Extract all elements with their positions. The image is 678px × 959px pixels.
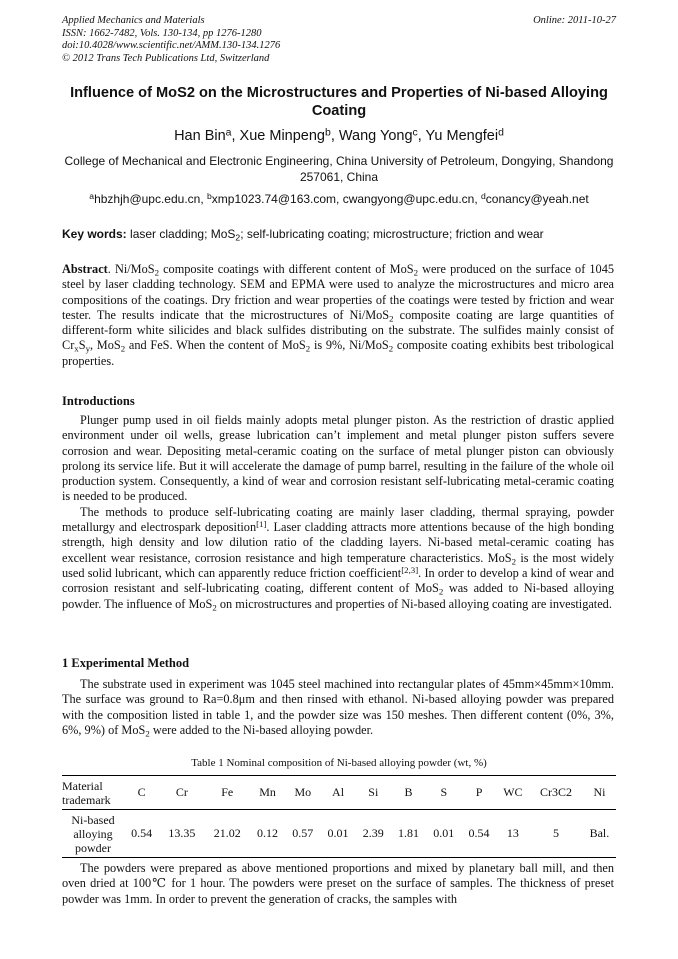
author-mark: c [412, 127, 418, 139]
table-cell: 13.35 [168, 826, 196, 840]
email-mark: b [207, 191, 212, 202]
column-header: Ni [593, 785, 606, 799]
introduction-text [62, 413, 614, 612]
table-cell: 1.81 [398, 826, 420, 840]
keywords: Key words: laser cladding; MoS$_2$; self-lubricating coating; microstructure; friction and wear [62, 227, 544, 243]
composition-table [62, 775, 616, 858]
abstract: Abstract. Ni/MoS$_2$ composite coatings with different content of MoS$_2$ were produced on the surface of 1045 steel by laser cladding technology. SEM and EPMA were used to analyze the microstructures and micro area compositions of the coatings. Dry friction and wear properties of the coatings were tested by friction and wear tester. The results indicate that the microstructures of Ni/MoS$_2$ composite coating are large quantities of different-form white silicides and black sulfides distributing on the substrate. The sulfides mainly consist of $Cr_xS_y$, MoS$_2$ and FeS. When the content of MoS$_2$ is 9%, Ni/MoS$_2$ composite coating exhibits best tribological properties. [62, 262, 614, 368]
column-header: Cr3C2 [539, 785, 572, 799]
paragraph: Plunger pump used in oil fields mainly adopts metal plunger piston. As the restriction of drastic applied environment under oil wells, grease lubrication can’t implement and metal plunger piston suffers severe corrosion and wear. Depositing metal-ceramic coating on the surface of metal plunger piston can obviously prolong its service life. But it will accelerate the damage of pump barrel, resulting in the failure of the whole oil production system. Consequently, a kind of wear and corrosion resistant self-lubricating metal-ceramic coating is needed to be produced. [62, 413, 614, 504]
keywords-label: Key words: [62, 227, 127, 241]
author-name: Wang Yong [338, 128, 413, 144]
table-cell: 0.01 [433, 826, 455, 840]
table-cell: 0.12 [257, 826, 279, 840]
copyright-line: © 2012 Trans Tech Publications Ltd, Switzerland [62, 52, 270, 64]
author-name: Xue Minpeng [239, 128, 325, 144]
email-list [62, 192, 616, 206]
journal-header [62, 15, 616, 65]
table-cell: 2.39 [362, 826, 384, 840]
email-address: xmp1023.74@163.com, cwangyong@upc.edu.cn, [211, 192, 481, 206]
citation: [2,3] [401, 564, 419, 575]
email-address: hbzhjh@upc.edu.cn, [94, 192, 207, 206]
affiliation: College of Mechanical and Electronic Engineering, China University of Petroleum, Dongying, Shandong 257061, China [64, 154, 614, 184]
abstract-label: Abstract [62, 262, 108, 276]
column-header: Al [332, 785, 345, 799]
column-header: Mn [259, 785, 276, 799]
table-cell: 0.01 [327, 826, 349, 840]
email-address: conancy@yeah.net [485, 192, 589, 206]
doi-line: doi:10.4028/www.scientific.net/AMM.130-134.1276 [62, 40, 281, 51]
paragraph: The substrate used in experiment was 1045 steel machined into rectangular plates of 45mm×45mm×10mm. The surface was ground to Ra=0.8μm and then rinsed with ethanol. Ni-based alloying powder was prepared with the composition listed in table 1, and the powder size was 150 meshes. Then different content (0%, 3%, 6%, 9%) of MoS$_2$ were added to the Ni-based alloying powder. [62, 677, 614, 739]
column-header: Material trademark [62, 778, 111, 807]
email-mark: d [481, 191, 486, 202]
column-header: B [404, 785, 413, 799]
issn-line: ISSN: 1662-7482, Vols. 130-134, pp 1276-1280 [62, 27, 262, 39]
section-heading-introductions: Introductions [62, 394, 135, 408]
table-cell: 0.57 [292, 826, 314, 840]
column-header: C [137, 785, 146, 799]
column-header: WC [503, 785, 523, 799]
journal-name: Applied Mechanics and Materials [62, 15, 205, 26]
column-header: Cr [175, 785, 188, 799]
table-row [62, 810, 616, 858]
author-name: Yu Mengfei [425, 128, 499, 144]
column-header: Mo [294, 785, 312, 799]
column-header: Si [368, 785, 379, 799]
table-cell: 0.54 [468, 826, 490, 840]
table-cell: 13 [506, 826, 519, 840]
author-name: Han Bin [174, 128, 226, 144]
author-list: Han Bin$^a$, Xue Minpeng$^b$, Wang Yong$^c$, Yu Mengfei$^d$ [174, 127, 504, 144]
experimental-text [62, 677, 614, 738]
email-mark: a [89, 191, 95, 202]
section-heading-experimental: 1 Experimental Method [62, 656, 190, 670]
table-cell: 21.02 [213, 826, 241, 840]
citation: [1] [256, 519, 267, 530]
column-header: Fe [221, 785, 234, 799]
table-caption: Table 1 Nominal composition of Ni-based alloying powder (wt, %) [191, 757, 487, 769]
table-cell: Ni-based alloying powder [71, 812, 115, 855]
paper-title: Influence of MoS2 on the Microstructures and Properties of Ni-based Alloying Coating [70, 85, 608, 119]
table-cell: 0.54 [131, 826, 153, 840]
author-mark: d [498, 127, 504, 139]
table-header-row [62, 776, 616, 810]
table-cell: 5 [553, 826, 559, 840]
experimental-continued [62, 861, 614, 907]
online-date: Online: 2011-10-27 [533, 15, 616, 26]
paragraph: The powders were prepared as above mentioned proportions and mixed by planetary ball mill, and then oven dried at 100℃ for 1 hour. The powders were preset on the surface of samples. The thickness of preset powder was 1mm. In order to prevent the generation of cracks, the samples with [62, 861, 614, 906]
column-header: P [475, 785, 483, 799]
paragraph: The methods to produce self-lubricating coating are mainly laser cladding, thermal spraying, powder metallurgy and electrospark deposition[1]. Laser cladding attracts more attentions because of the high bonding strength, high density and low dilution ratio of the cladding layers. Ni-based metal-ceramic coating has excellent wear resistance, corrosion resistance and high temperature characteristics. MoS$_2$ is the most widely used solid lubricant, which can apparently reduce friction coefficient[2,3]. In order to develop a kind of wear and corrosion resistant and self-lubricating coating, different content of MoS$_2$ was added to Ni-based alloying powder. The influence of MoS$_2$ on microstructures and properties of Ni-based alloying coating are investigated. [62, 504, 614, 613]
author-mark: b [325, 127, 331, 139]
table-cell: Bal. [589, 826, 610, 840]
column-header: S [440, 785, 448, 799]
author-mark: a [225, 127, 232, 139]
